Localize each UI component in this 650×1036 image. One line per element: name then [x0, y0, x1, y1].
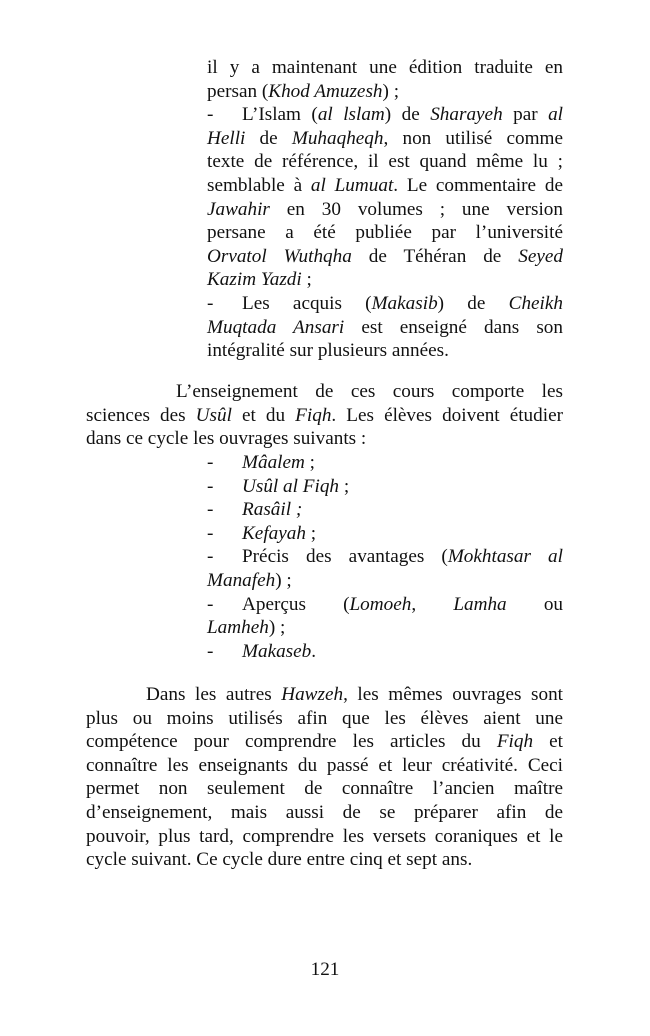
paragraph	[86, 380, 563, 451]
list-item-text: il y a maintenant une édition traduite en	[207, 57, 563, 78]
list-item: - Mâalem ;	[207, 452, 316, 473]
list-item-text: texte de référence, il est quand même lu ;	[207, 151, 563, 173]
paragraph-line: dans ce cycle les ouvrages suivants :	[86, 428, 367, 450]
paragraph-line: permet non seulement de connaître l’ancien maître	[86, 778, 563, 800]
page-number: 121	[310, 959, 340, 980]
list-item-text: persan (Khod Amuzesh) ;	[207, 80, 400, 102]
list-item: - Usûl al Fiqh ;	[207, 475, 350, 497]
list-item-text: Manafeh) ;	[207, 569, 292, 591]
paragraph-line: connaître les enseignants du passé et leur créativité. Ceci	[86, 754, 563, 776]
list-item-text: intégralité sur plusieurs années.	[207, 340, 449, 362]
list-item-text: semblable à al Lumuat. Le commentaire de	[207, 174, 563, 196]
list-item: - Makaseb.	[207, 640, 317, 662]
paragraph-line: Dans les autres Hawzeh, les mêmes ouvrages sont	[146, 684, 563, 705]
list-item-text: Helli de Muhaqheqh, non utilisé comme	[207, 127, 563, 149]
reading-list	[207, 451, 563, 663]
list-item: - Rasâil ;	[207, 499, 303, 521]
list-item-text: persane a été publiée par l’université	[207, 222, 563, 244]
paragraph-line: L’enseignement de ces cours comporte les	[176, 381, 563, 402]
list-item-text: Lamheh) ;	[207, 617, 286, 639]
list-item-text: Kazim Yazdi ;	[207, 269, 312, 291]
reading-list-continued	[207, 56, 563, 363]
paragraph-line: d’enseignement, mais aussi de se préparer afin de	[86, 801, 563, 823]
list-item: - L’Islam (al lslam) de Sharayeh par al	[207, 104, 564, 126]
list-item: - Les acquis (Makasib) de Cheikh	[207, 292, 563, 314]
paragraph-line: sciences des Usûl et du Fiqh. Les élèves doivent étudier	[86, 404, 563, 426]
list-item: - Précis des avantages (Mokhtasar al	[207, 546, 563, 568]
list-item: - Kefayah ;	[207, 522, 317, 544]
list-item-text: Jawahir en 30 volumes ; une version	[207, 198, 563, 220]
list-item-text: Muqtada Ansari est enseigné dans son	[207, 316, 563, 338]
paragraph-line: cycle suivant. Ce cycle dure entre cinq et sept ans.	[86, 849, 473, 871]
list-item: - Aperçus (Lomoeh, Lamha ou	[207, 593, 564, 615]
paragraph-line: plus ou moins utilisés afin que les élèves aient une	[86, 707, 563, 729]
paragraph-line: pouvoir, plus tard, comprendre les versets coraniques et le	[86, 825, 563, 847]
paragraph-line: compétence pour comprendre les articles du Fiqh et	[86, 731, 563, 753]
list-item-text: Orvatol Wuthqha de Téhéran de Seyed	[207, 245, 563, 267]
paragraph	[86, 683, 563, 872]
